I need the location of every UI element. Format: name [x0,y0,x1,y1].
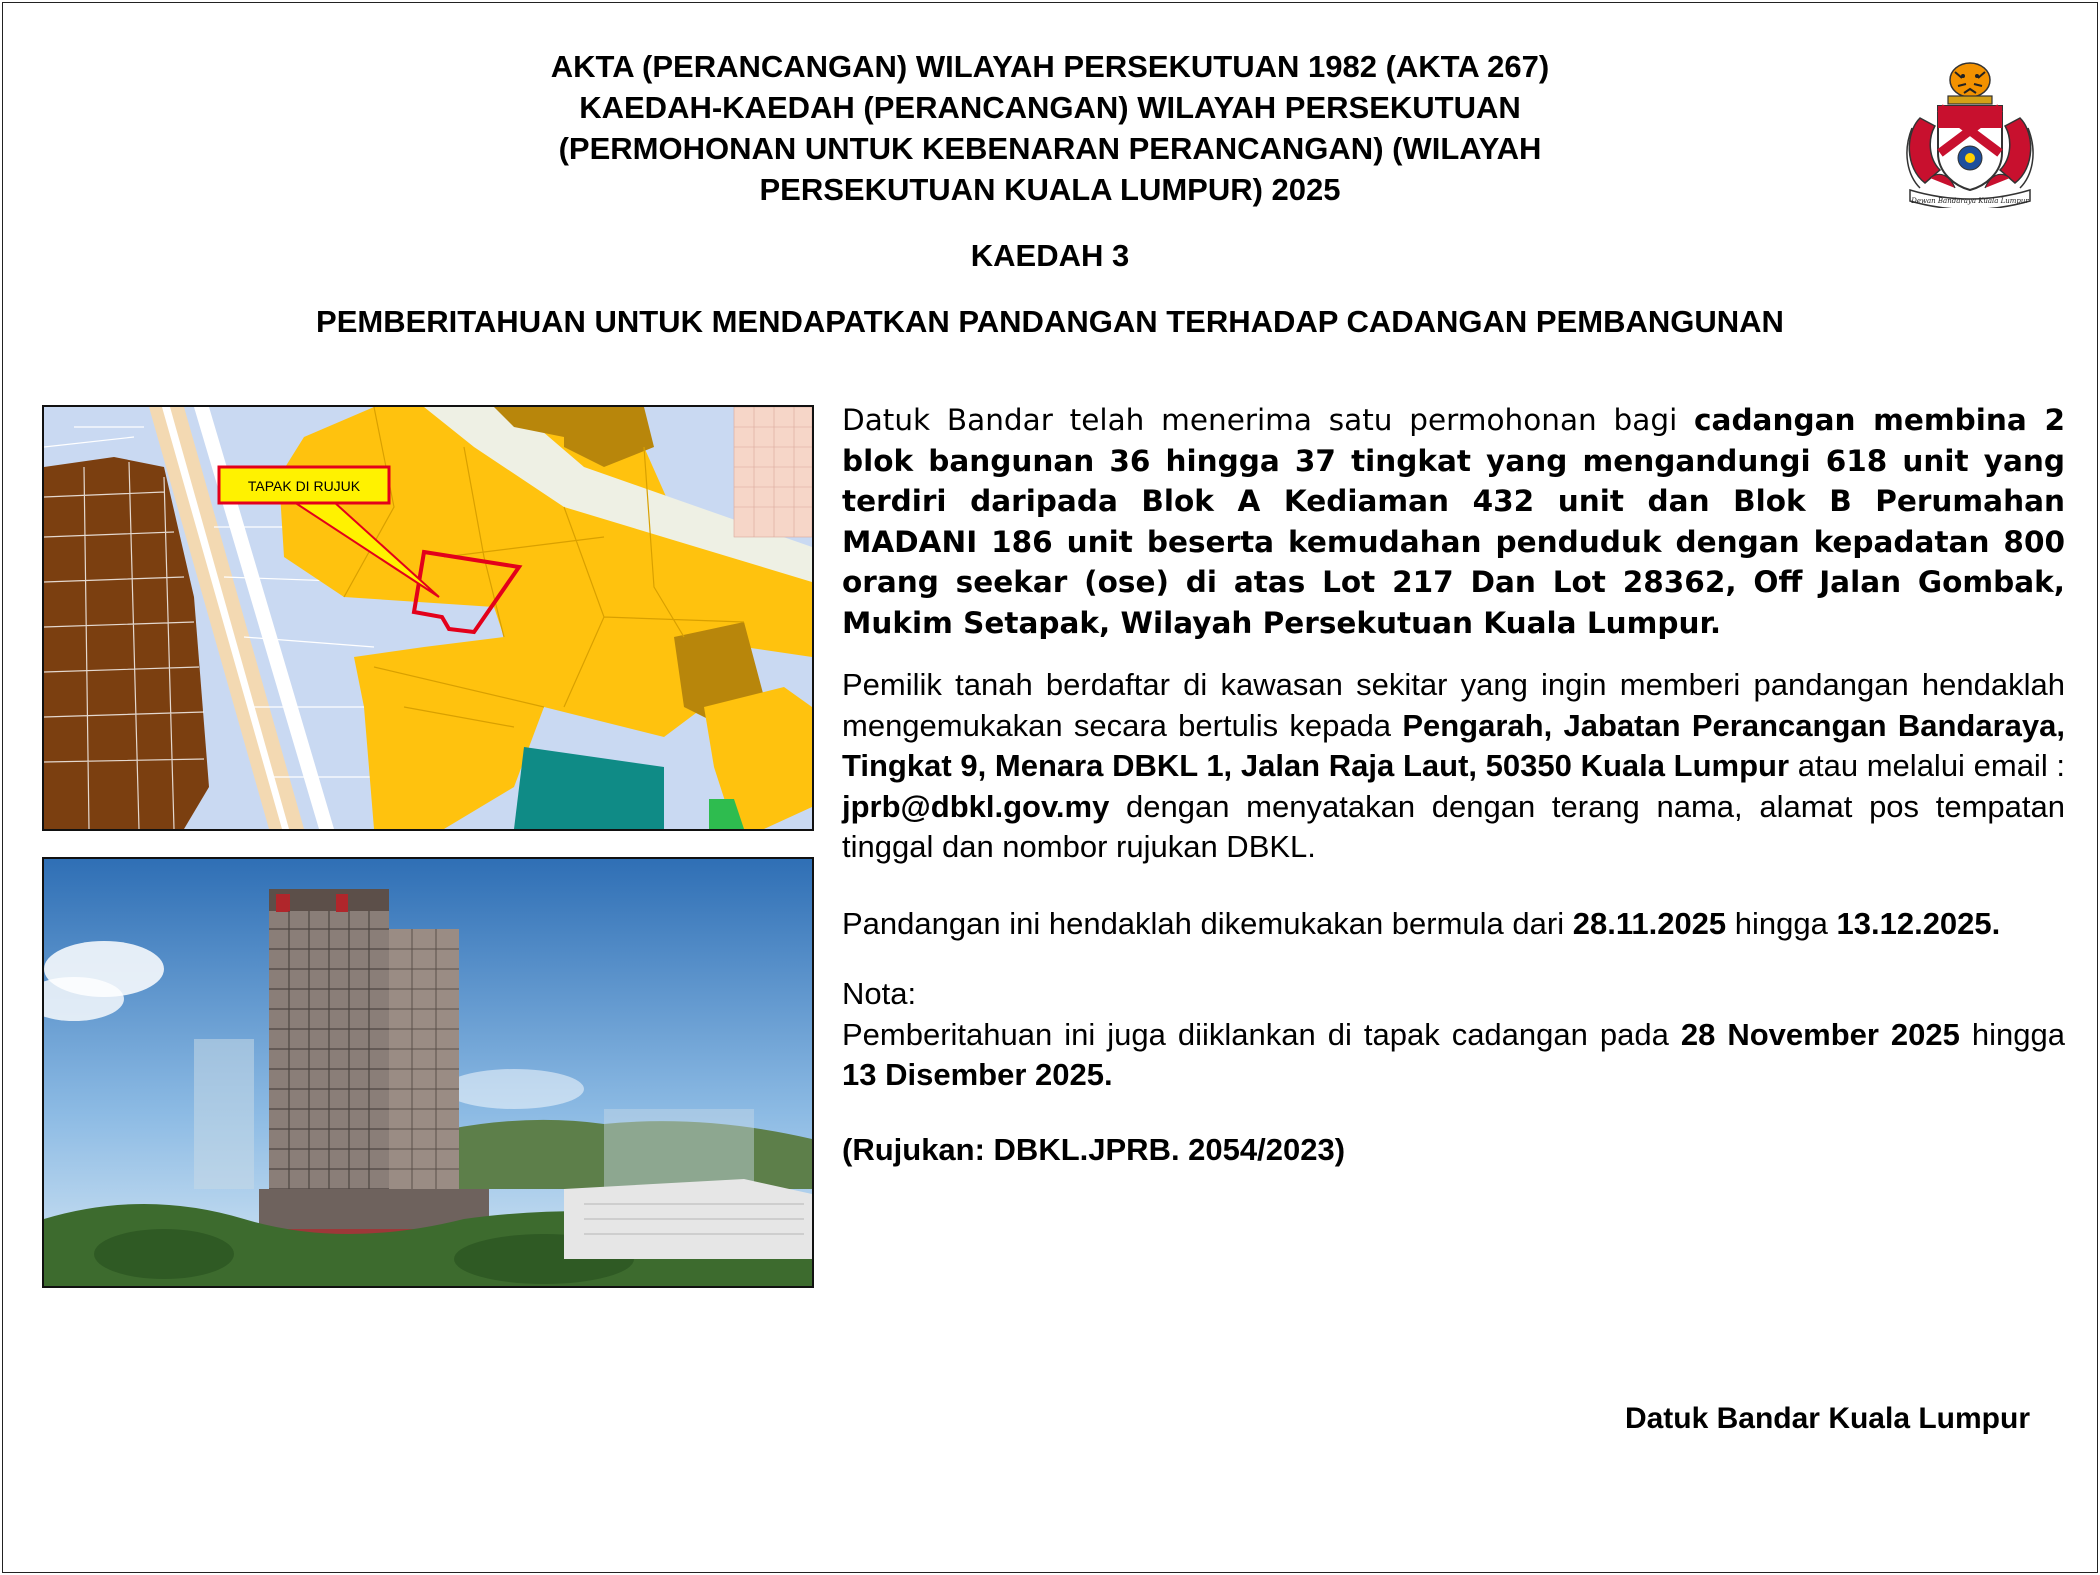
kaedah-heading: KAEDAH 3 [970,238,1130,273]
notice-subtitle: PEMBERITAHUAN UNTUK MENDAPATKAN PANDANGAN TERHADAP CADANGAN PEMBANGUNAN [316,304,1784,339]
nota-mid-text: hingga [1959,1016,2065,1052]
nota-label: Nota: [842,976,917,1011]
submission-mid-text: atau melalui email : [1789,748,2065,783]
period-start-date: 28.11.2025 [1572,905,1727,941]
period-mid-text: hingga [1726,905,1837,941]
submission-paragraph [842,665,2065,868]
nota-paragraph [842,1015,2065,1096]
period-paragraph [842,904,2065,945]
application-lead-text: Datuk Bandar telah menerima satu permohonan bagi [842,403,1695,437]
application-paragraph [842,400,2065,643]
nota-start-date: 28 November 2025 [1680,1016,1960,1052]
building-rendering-drawing [44,859,812,1286]
notice-body [842,400,2065,1170]
header-line-1: AKTA (PERANCANGAN) WILAYAH PERSEKUTUAN 1982 (AKTA 267) [550,49,1550,84]
nota-lead-text: Pemberitahuan ini juga diiklankan di tapak cadangan pada [842,1016,1681,1052]
submission-lead-text: Pemilik tanah berdaftar di kawasan sekitar yang ingin memberi pandangan hendaklah mengemukakan secara bertulis kepada [842,667,2065,743]
reference-number: (Rujukan: DBKL.JPRB. 2054/2023) [842,1131,1346,1167]
site-location-map [42,405,814,831]
header-line-3: (PERMOHONAN UNTUK KEBENARAN PERANCANGAN) (WILAYAH [558,131,1542,166]
submission-tail-text: dengan menyatakan dengan terang nama, alamat pos tempatan tinggal dan nombor rujukan DBKL. [842,788,2065,864]
notice-header [250,46,1850,210]
submission-address: Pengarah, Jabatan Perancangan Bandaraya, Tingkat 9, Menara DBKL 1, Jalan Raja Laut, 50350 Kuala Lumpur [842,707,2065,783]
period-end-date: 13.12.2025. [1836,905,2001,941]
submission-email[interactable]: jprb@dbkl.gov.my [842,788,1110,824]
application-description: cadangan membina 2 blok bangunan 36 hingga 37 tingkat yang mengandungi 618 unit yang terdiri daripada Blok A Kediaman 432 unit dan Blok B Perumahan MADANI 186 unit beserta kemudahan penduduk dengan kepadatan 800 orang seekar (ose) di atas Lot 217 Dan Lot 28362, Off Jalan Gombak, Mukim Setapak, Wilayah Persekutuan Kuala Lumpur. [842,403,2065,640]
map-callout-label: TAPAK DI RUJUK [247,478,361,494]
header-line-4: PERSEKUTUAN KUALA LUMPUR) 2025 [759,172,1341,207]
nota-end-date: 13 Disember 2025. [842,1057,1113,1092]
building-rendering-image [42,857,814,1288]
dbkl-crest-logo [1900,58,2040,208]
svg-text:Dewan Bandaraya Kuala Lumpur: Dewan Bandaraya Kuala Lumpur [1911,197,2029,205]
period-lead-text: Pandangan ini hendaklah dikemukakan bermula dari [842,905,1573,941]
site-map-drawing [44,407,812,829]
signatory: Datuk Bandar Kuala Lumpur [1624,1402,2030,1435]
header-line-2: KAEDAH-KAEDAH (PERANCANGAN) WILAYAH PERSEKUTUAN [579,90,1521,125]
